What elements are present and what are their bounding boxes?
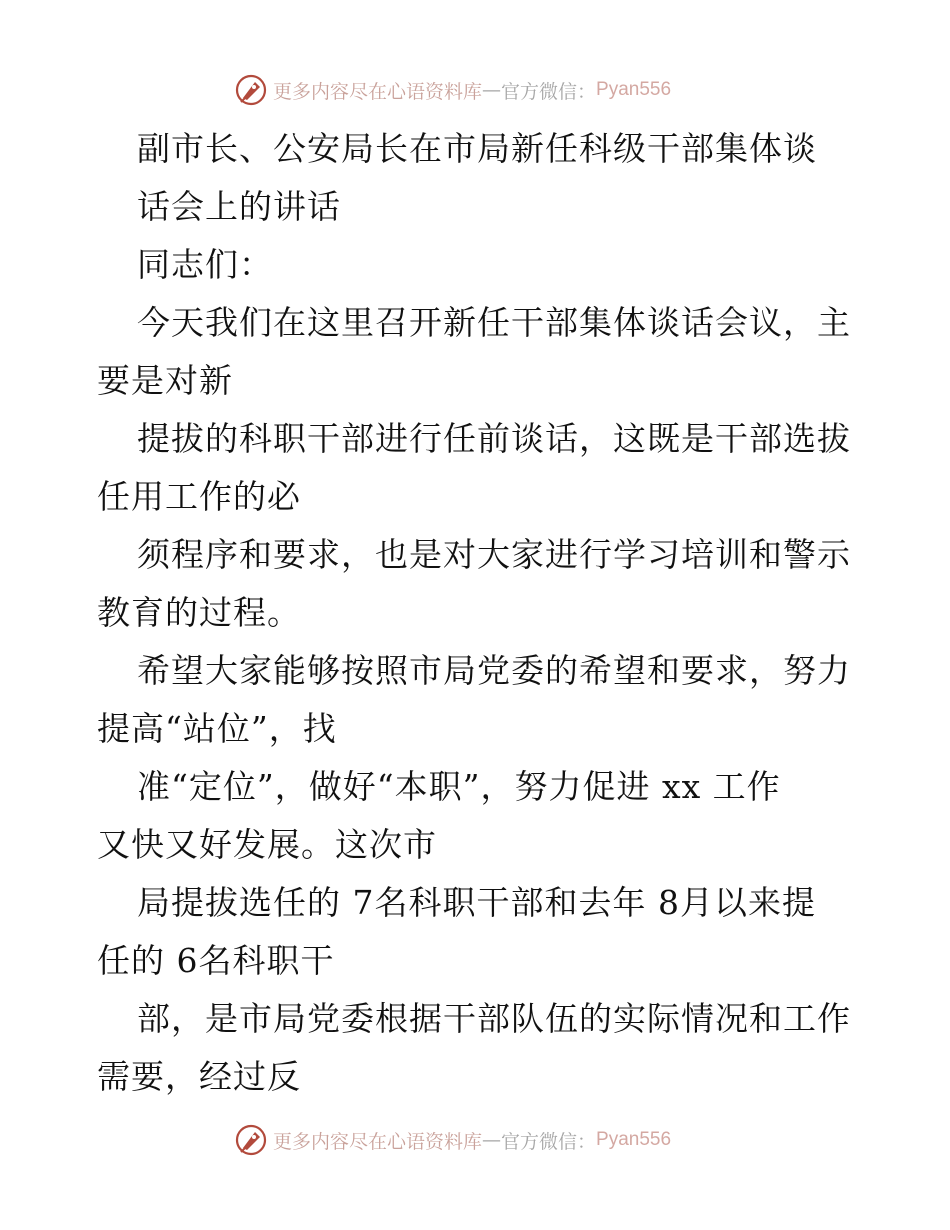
paragraph-line: 任用工作的必 — [97, 477, 301, 516]
salutation: 同志们： — [137, 245, 273, 284]
banner-sub-text: 官方微信： — [501, 1130, 597, 1153]
document-body — [97, 120, 857, 1106]
banner-main-text: 更多内容尽在心语资料库 — [273, 80, 483, 103]
document-title-line: 话会上的讲话 — [137, 187, 341, 226]
paragraph-line: 教育的过程。 — [97, 593, 301, 632]
banner-wechat-id: Pyan556 — [596, 1129, 672, 1150]
pen-nib-logo-icon — [233, 1122, 269, 1158]
banner-separator: — — [482, 1129, 502, 1151]
paragraph-line: 局提拔选任的 7名科职干部和去年 8月以来提 — [137, 883, 816, 922]
paragraph-line: 要是对新 — [97, 361, 233, 400]
banner-separator: — — [482, 79, 502, 101]
banner-main-text: 更多内容尽在心语资料库 — [273, 1130, 483, 1153]
paragraph-line: 希望大家能够按照市局党委的希望和要求，努力 — [137, 651, 851, 690]
paragraph-line: 部，是市局党委根据干部队伍的实际情况和工作 — [137, 999, 851, 1038]
paragraph-line: 任的 6名科职干 — [97, 941, 335, 980]
pen-nib-logo-icon — [233, 72, 269, 108]
paragraph-line: 又快又好发展。这次市 — [97, 825, 437, 864]
banner-sub-text: 官方微信： — [501, 80, 597, 103]
banner-wechat-id: Pyan556 — [596, 79, 672, 100]
paragraph-line: 提高“站位”，找 — [97, 709, 337, 748]
paragraph-line: 准“定位”，做好“本职”，努力促进 xx 工作 — [137, 767, 781, 806]
document-title-line: 副市长、公安局长在市局新任科级干部集体谈 — [137, 129, 817, 168]
paragraph-line: 提拔的科职干部进行任前谈话，这既是干部选拔 — [137, 419, 851, 458]
paragraph-line: 须程序和要求，也是对大家进行学习培训和警示 — [137, 535, 851, 574]
paragraph-line: 需要，经过反 — [97, 1057, 301, 1096]
footer-watermark-banner — [233, 1120, 671, 1160]
paragraph-line: 今天我们在这里召开新任干部集体谈话会议，主 — [137, 303, 851, 342]
header-watermark-banner — [233, 70, 671, 110]
